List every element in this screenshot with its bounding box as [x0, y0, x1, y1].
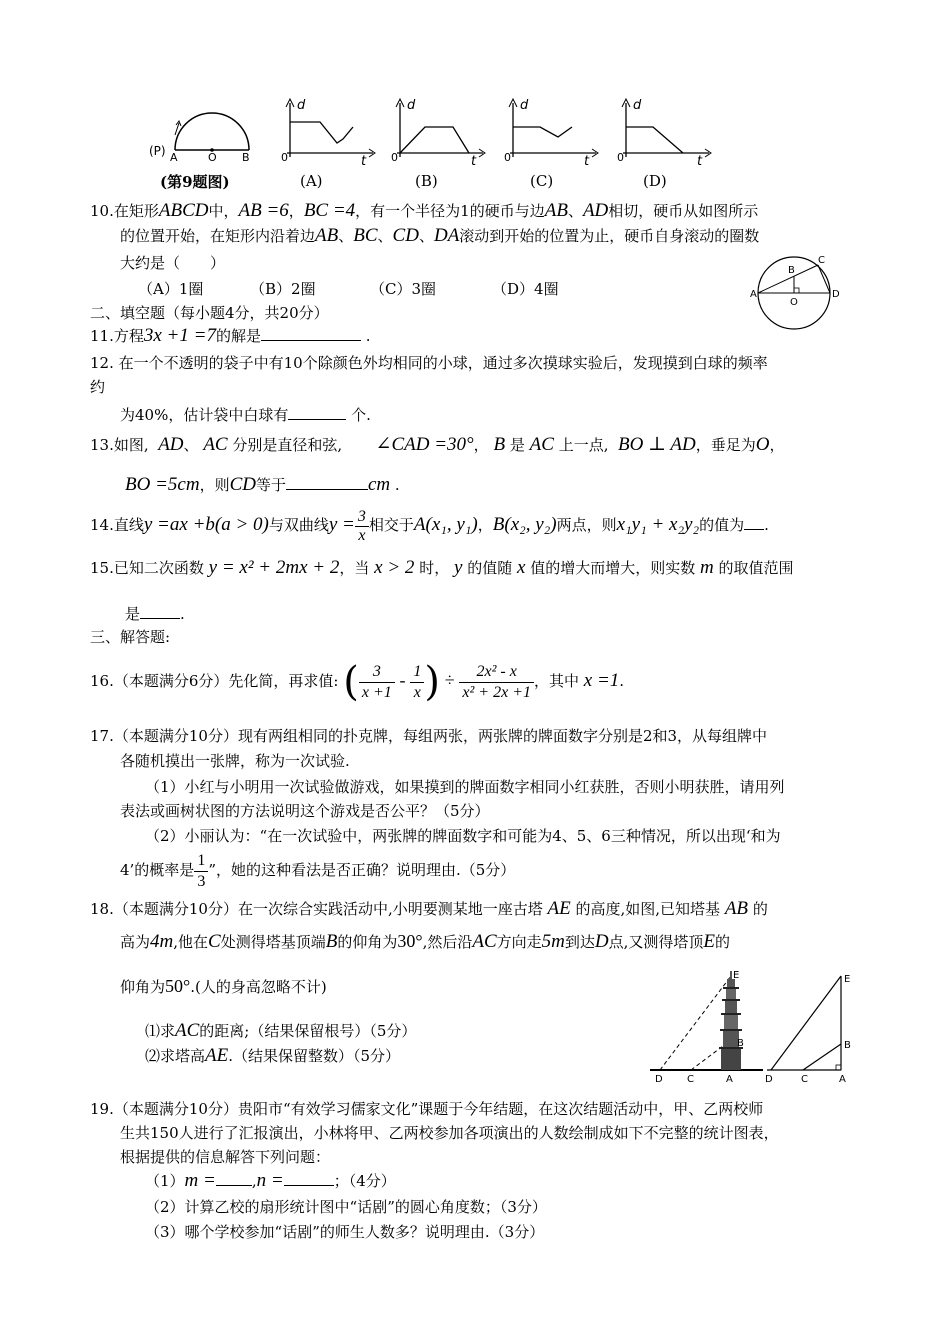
- q19-line1: 19.（本题满分10分）贵阳市“有效学习儒家文化”课题于今年结题，在这次结题活动中，甲、乙两校师: [90, 1100, 764, 1118]
- q12-line3: 为40%，估计袋中白球有 个.: [120, 406, 371, 424]
- svg-text:d: d: [407, 98, 416, 113]
- q13-line1: 13.如图, AD、 AC 分别是直径和弦, ∠CAD =30°， B 是 AC 上一点, BO ⊥ AD，垂足为O，: [90, 434, 785, 455]
- q17-part1-b: 表法或画树状图的方法说明这个游戏是否公平？（5分）: [120, 802, 490, 820]
- svg-text:0: 0: [617, 151, 624, 164]
- svg-text:0: 0: [281, 151, 288, 164]
- q18-line3: 仰角为50°.(人的身高忽略不计): [120, 976, 327, 996]
- q10-option-d: （D）4圈: [492, 280, 559, 298]
- q19-part1: （1）m = ,n = ；（4分）: [145, 1170, 396, 1191]
- q10-line1: 10.在矩形ABCD中，AB =6，BC =4，有一个半径为1的硬币与边AB、AD相切，硬币从如图所示: [90, 200, 759, 221]
- svg-text:d: d: [297, 98, 306, 113]
- q17-line1: 17.（本题满分10分）现有两组相同的扑克牌，每组两张，两张牌的牌面数字分别是2和3，从每组牌中: [90, 727, 768, 745]
- q11-answer-blank[interactable]: [261, 326, 361, 341]
- fig9-label-graph-b: (B): [415, 172, 438, 190]
- svg-text:E: E: [733, 970, 740, 981]
- svg-text:t: t: [361, 154, 367, 169]
- svg-text:d: d: [520, 98, 529, 113]
- svg-text:E: E: [844, 974, 851, 985]
- q19-m-blank[interactable]: [216, 1171, 252, 1186]
- svg-text:A: A: [726, 1074, 733, 1085]
- q10-option-b: （B）2圈: [250, 280, 316, 298]
- svg-text:0: 0: [504, 151, 511, 164]
- q11: 11.方程3x +1 =7的解是 .: [90, 325, 371, 346]
- q19-part2: （2）计算乙校的扇形统计图中“话剧”的圆心角度数；（3分）: [145, 1198, 547, 1216]
- q10-line3: 大约是（ ）: [120, 254, 226, 272]
- q10-option-a: （A）1圈: [138, 280, 204, 298]
- svg-text:C: C: [801, 1074, 808, 1085]
- q10-circle-figure: [748, 253, 848, 335]
- section-2-heading: 二、填空题（每小题4分，共20分）: [90, 304, 329, 322]
- q14: 14.直线y =ax +b(a > 0)与双曲线y = $\frac{3}{x}$ 相交于A(x₁, y₁)，B(x₂, y₂)两点，则x₁y₁ + x₂y₂的值为 .: [90, 507, 769, 544]
- q17-part1-a: （1）小红与小明用一次试验做游戏，如果摸到的牌面数字相同小红获胜，否则小明获胜，请用列: [145, 778, 785, 796]
- fig9-graph-b: [391, 98, 485, 169]
- q19-line2: 生共150人进行了汇报演出，小林将甲、乙两校参加各项演出的人数绘制成如下不完整的统计图表，: [120, 1124, 779, 1142]
- q17-part2-b: 4’的概率是 $\frac{1}{3}$ ”，她的这种看法是否正确？说明理由.（5分）: [120, 851, 516, 890]
- svg-text:D: D: [765, 1074, 773, 1085]
- svg-text:B: B: [737, 1038, 744, 1049]
- svg-text:C: C: [818, 255, 825, 266]
- q10-option-c: （C）3圈: [370, 280, 437, 298]
- q15-answer-blank[interactable]: [140, 604, 180, 619]
- q14-answer-blank[interactable]: [744, 515, 764, 530]
- fig9-caption: (第9题图): [160, 173, 230, 191]
- fig9-label-a: A: [170, 151, 178, 164]
- svg-text:A: A: [839, 1074, 846, 1085]
- q19-n-blank[interactable]: [284, 1171, 334, 1186]
- fig9-label-b: B: [242, 151, 250, 164]
- q17-line2: 各随机摸出一张牌，称为一次试验.: [120, 752, 350, 770]
- fig9-semicircle: [149, 113, 250, 164]
- q18-part1: ⑴求AC的距离;（结果保留根号）（5分）: [145, 1020, 417, 1041]
- pagoda-icon: [719, 971, 743, 1070]
- svg-text:0: 0: [391, 151, 398, 164]
- q12-line2: 约: [90, 378, 106, 396]
- svg-text:D: D: [832, 289, 840, 300]
- q19-line3: 根据提供的信息解答下列问题：: [120, 1148, 331, 1166]
- q16: 16.（本题满分6分）先化简，再求值: ( $\frac{3}{x +1}$ - $\frac{1}{x}$ ) ÷ $\frac{\text{2x² - x}}{\text{x² + 2x +1}}$ ，其中 x =1.: [90, 659, 625, 705]
- fig9-graph-d: [617, 98, 711, 169]
- q18-line2: 高为4m,他在C处测得塔基顶端B的仰角为30°,然后沿AC方向走5m到达D点,又测得塔顶E的: [120, 931, 731, 952]
- svg-text:t: t: [584, 154, 590, 169]
- q10-line2: 的位置开始，在矩形内沿着边AB、BC、CD、DA滚动到开始的位置为止，硬币自身滚动的圈数: [120, 225, 760, 246]
- fig9-label-p: (P): [149, 144, 166, 158]
- svg-text:C: C: [687, 1074, 694, 1085]
- section-3-heading: 三、解答题:: [90, 628, 171, 646]
- q12-answer-blank[interactable]: [288, 405, 346, 420]
- q15-line1: 15.已知二次函数 y = x² + 2mx + 2，当 x > 2 时， y 的值随 x 值的增大而增大，则实数 m 的取值范围: [90, 557, 794, 578]
- svg-text:B: B: [844, 1040, 851, 1051]
- fig9-label-o: O: [208, 151, 217, 164]
- q19-part3: （3）哪个学校参加“话剧”的师生人数多？说明理由.（3分）: [145, 1223, 545, 1241]
- svg-text:t: t: [471, 154, 477, 169]
- fig9-label-graph-a: (A): [300, 172, 323, 190]
- q15-line2: 是 .: [125, 605, 185, 623]
- fig9-graph-a: [281, 98, 375, 169]
- svg-text:A: A: [750, 289, 757, 300]
- fig9-graph-c: [504, 98, 598, 169]
- svg-text:D: D: [655, 1074, 663, 1085]
- q13-answer-blank[interactable]: [286, 475, 368, 490]
- svg-text:O: O: [790, 297, 798, 308]
- q13-line2: BO =5cm，则CD等于 cm .: [125, 474, 400, 495]
- q18-tower-figure: [645, 968, 860, 1090]
- svg-text:t: t: [697, 154, 703, 169]
- svg-text:d: d: [633, 98, 642, 113]
- svg-text:B: B: [788, 265, 795, 276]
- fig9-label-graph-c: (C): [530, 172, 554, 190]
- q12-line1: 12. 在一个不透明的袋子中有10个除颜色外均相同的小球，通过多次摸球实验后，发现摸到白球的频率: [90, 354, 768, 372]
- q18-part2: ⑵求塔高AE.（结果保留整数）（5分）: [145, 1045, 401, 1066]
- q17-part2-a: （2）小丽认为：“在一次试验中，两张牌的牌面数字和可能为4、5、6三种情况，所以出现‘和为: [145, 827, 781, 845]
- q18-line1: 18.（本题满分10分）在一次综合实践活动中,小明要测某地一座古塔 AE 的高度,如图,已知塔基 AB 的: [90, 898, 768, 919]
- fig9-label-graph-d: (D): [643, 172, 667, 190]
